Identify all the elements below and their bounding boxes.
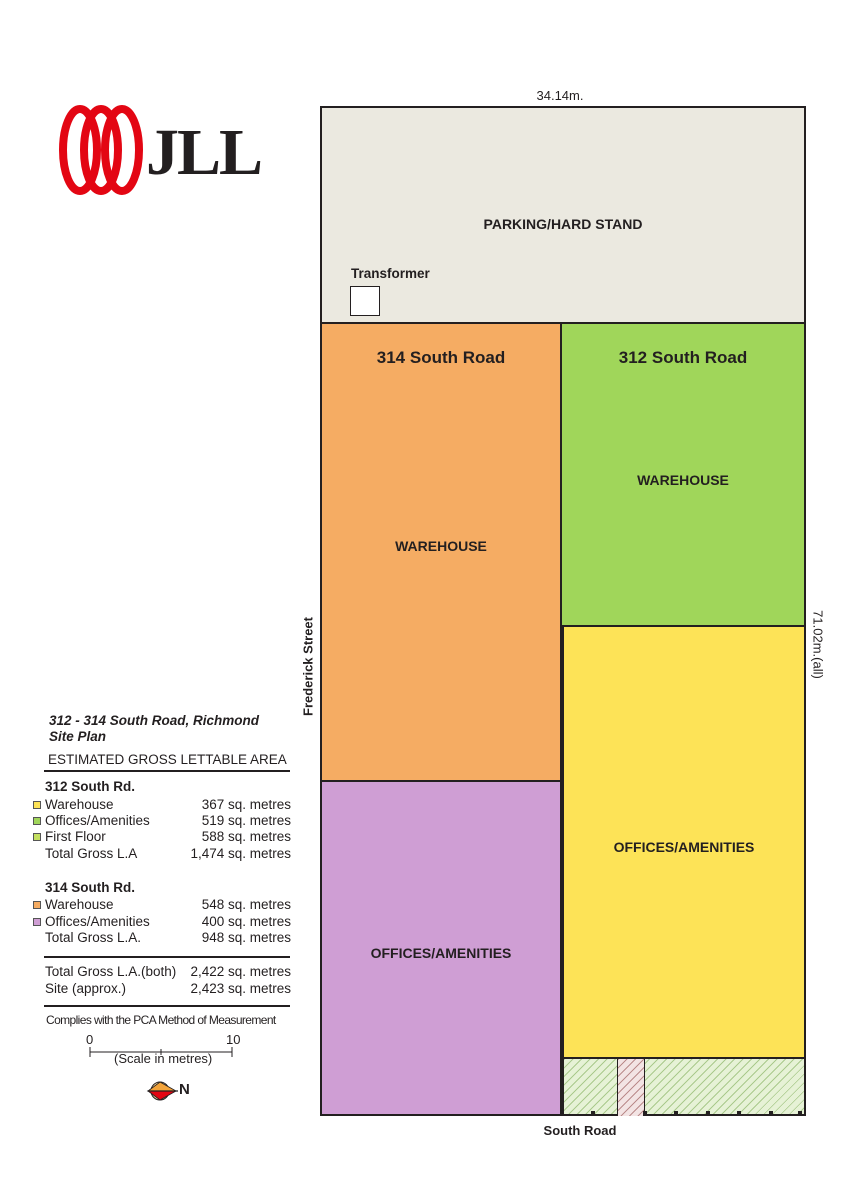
legend-label: Offices/Amenities: [45, 914, 150, 929]
legend-value: 1,474 sq. metres: [190, 846, 291, 861]
legend-value: 2,423 sq. metres: [190, 981, 291, 996]
offices-314-label: OFFICES/AMENITIES: [370, 945, 512, 961]
legend-312-warehouse-row: [33, 797, 291, 813]
north-arrow-icon: [146, 1079, 180, 1103]
legend-label: Total Gross L.A: [45, 846, 138, 861]
legend-value: 588 sq. metres: [201, 829, 291, 844]
north-label: N: [179, 1081, 190, 1098]
south-road-label: South Road: [543, 1123, 617, 1138]
site-depth-dimension: 71.02m.(all): [810, 610, 826, 679]
frederick-street-label: Frederick Street: [300, 617, 316, 716]
fence-posts: [564, 1110, 804, 1116]
zone-314-title: 314 South Road: [376, 348, 506, 367]
legend-314-total-row: [33, 930, 291, 946]
legend-314-heading: 314 South Rd.: [45, 880, 136, 895]
legend-label: Total Gross L.A.(both): [45, 964, 177, 979]
scale-end-label: 10: [226, 1032, 241, 1047]
legend-312-total-row: [33, 846, 291, 862]
jll-logo: [58, 104, 268, 196]
scale-caption: (Scale in metres): [114, 1051, 213, 1066]
legend-rule-middle: [44, 956, 290, 958]
legend-label: Warehouse: [45, 897, 114, 912]
site-width-dimension: 34.14m.: [536, 88, 584, 103]
legend-value: 400 sq. metres: [201, 914, 291, 929]
legend-312-offices-row: [33, 813, 291, 829]
north-arrow: [146, 1079, 196, 1103]
legend-value: 2,422 sq. metres: [190, 964, 291, 979]
transformer-label: Transformer: [351, 266, 430, 281]
legend-rule-bottom: [44, 1005, 290, 1007]
parking-hard-stand-zone: [320, 106, 806, 324]
front-setback-strip: [562, 1057, 806, 1116]
site-plan: [318, 106, 808, 1118]
legend-314-warehouse-row: [33, 897, 291, 913]
driveway-strip: [617, 1059, 645, 1116]
legend-total-both-row: [33, 964, 291, 980]
warehouse-312-label: WAREHOUSE: [637, 472, 729, 488]
legend-312-first-floor-row: [33, 829, 291, 845]
scale-bar: [80, 1032, 250, 1072]
legend-label: First Floor: [45, 829, 106, 844]
legend-rule-top: [44, 770, 290, 772]
parking-hard-stand-label: PARKING/HARD STAND: [483, 216, 643, 232]
legend-314-offices-row: [33, 914, 291, 930]
warehouse-314-label: WAREHOUSE: [395, 538, 487, 554]
legend-swatch: [33, 833, 41, 841]
legend-label: Warehouse: [45, 797, 114, 812]
transformer-box: [350, 286, 380, 316]
legend-label: Total Gross L.A.: [45, 930, 142, 945]
scale-start-label: 0: [86, 1032, 94, 1047]
legend-value: 548 sq. metres: [201, 897, 291, 912]
legend-label: Offices/Amenities: [45, 813, 150, 828]
warehouse-314-zone: [320, 322, 562, 782]
legend-value: 367 sq. metres: [201, 797, 291, 812]
offices-312-label: OFFICES/AMENITIES: [613, 839, 755, 855]
legend-swatch: [33, 801, 41, 809]
jll-logo-mark-icon: [58, 104, 144, 196]
legend-title-line1: 312 - 314 South Road, Richmond: [49, 713, 260, 728]
legend-swatch: [33, 901, 41, 909]
pca-compliance-note: Complies with the PCA Method of Measurement: [46, 1013, 276, 1027]
offices-312-zone: [562, 625, 806, 1059]
warehouse-312-zone: [560, 322, 806, 627]
legend-value: 519 sq. metres: [201, 813, 291, 828]
legend-value: 948 sq. metres: [201, 930, 291, 945]
legend-swatch: [33, 918, 41, 926]
legend-subtitle: ESTIMATED GROSS LETTABLE AREA: [48, 752, 287, 767]
jll-logo-text: JLL: [146, 116, 262, 189]
legend-title-line2: Site Plan: [49, 729, 107, 744]
zone-312-title: 312 South Road: [618, 348, 748, 367]
offices-314-zone: [320, 780, 562, 1116]
legend-site-row: [33, 981, 291, 997]
legend-swatch: [33, 817, 41, 825]
legend-312-heading: 312 South Rd.: [45, 779, 136, 794]
legend-label: Site (approx.): [45, 981, 127, 996]
